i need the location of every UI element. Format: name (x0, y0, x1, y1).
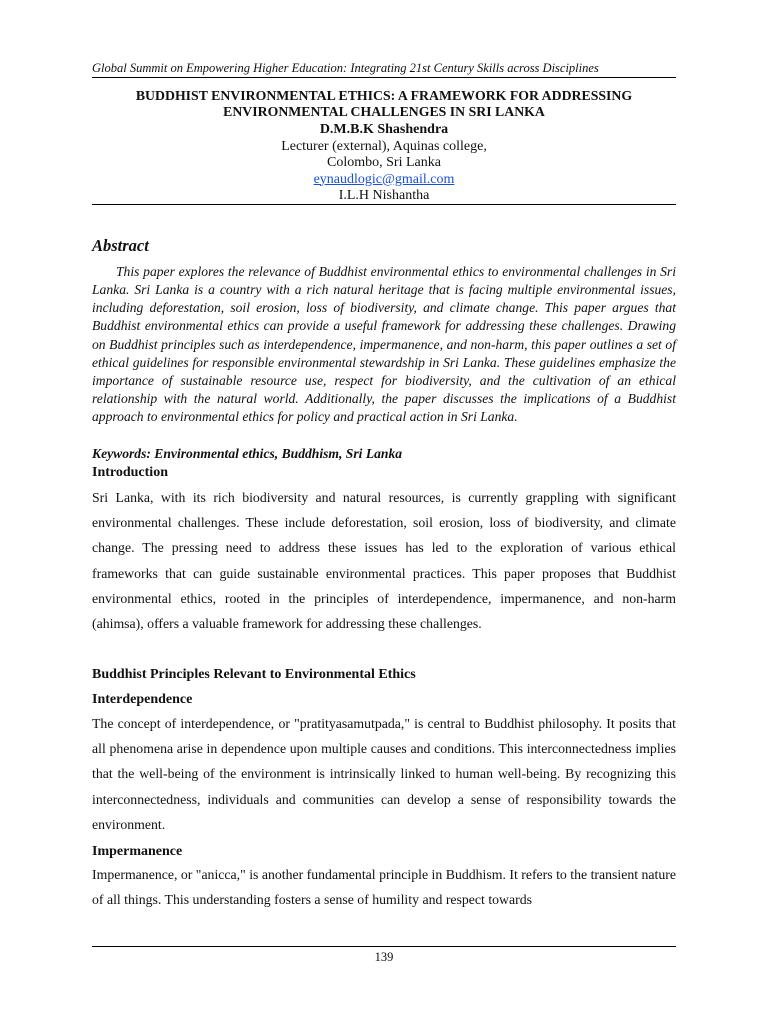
keywords-line: Keywords: Environmental ethics, Buddhism, Sri Lanka (92, 446, 403, 461)
introduction-heading: Introduction (92, 465, 168, 480)
footer-rule (92, 946, 676, 947)
running-head: Global Summit on Empowering Higher Education: Integrating 21st Century Skills across Disciplines (92, 61, 599, 75)
impermanence-heading: Impermanence (92, 844, 183, 859)
abstract-text: This paper explores the relevance of Buddhist environmental ethics to environmental challenges in Sri Lanka. Sri Lanka is a country with a rich natural heritage that is facing multiple environmental issues, including deforestation, soil erosion, loss of biodiversity, and climate change. This paper argues that Buddhist environmental ethics can provide a useful framework for addressing these challenges. Drawing on Buddhist principles such as interdependence, impermanence, and non-harm, this paper outlines a set of ethical guidelines for responsible environmental stewardship in Sri Lanka. These guidelines emphasize the importance of sustainable resource use, respect for biodiversity, and the cultivation of an ethical relationship with the natural world. Additionally, the paper discusses the implications of a Buddhist approach to environmental ethics for policy and practical action in Sri Lanka. (92, 264, 676, 425)
title-line-1: BUDDHIST ENVIRONMENTAL ETHICS: A FRAMEWORK FOR ADDRESSING (135, 88, 633, 103)
title-line-2: ENVIRONMENTAL CHALLENGES IN SRI LANKA (223, 103, 545, 119)
principles-heading: Buddhist Principles Relevant to Environmental Ethics (92, 667, 416, 682)
paper-page (92, 0, 676, 1024)
author-block (92, 122, 676, 205)
interdependence-heading: Interdependence (92, 692, 193, 707)
introduction-paragraph: Sri Lanka, with its rich biodiversity and natural resources, is currently grappling with significant environmental challenges. These include deforestation, soil erosion, loss of biodiversity, and climate change. The pressing need to address these issues has led to the exploration of various ethical frameworks that can guide sustainable environmental practices. This paper proposes that Buddhist environmental ethics, rooted in the principles of interdependence, impermanence, and non-harm (ahimsa), offers a valuable framework for addressing these challenges. (92, 490, 676, 632)
interdependence-paragraph: The concept of interdependence, or "pratityasamutpada," is central to Buddhist philosophy. It posits that all phenomena arise in dependence upon multiple causes and conditions. This interconnectedness implies that the well-being of the environment is intrinsically linked to human well-being. By recognizing this interconnectedness, individuals and communities can develop a sense of responsibility towards the environment. (92, 716, 676, 832)
paper-title (92, 88, 676, 119)
author-1-email-link[interactable]: eynaudlogic@gmail.com (313, 171, 455, 187)
abstract-heading: Abstract (92, 236, 149, 255)
author-1-affiliation-line-1: Lecturer (external), Aquinas college, (281, 138, 487, 154)
author-1-affiliation-line-2: Colombo, Sri Lanka (327, 155, 441, 170)
author-rule (92, 204, 676, 205)
author-2-name: I.L.H Nishantha (338, 188, 430, 203)
page-number: 139 (374, 950, 394, 964)
abstract-body (92, 263, 676, 426)
author-1-name: D.M.B.K Shashendra (319, 122, 449, 137)
header-rule (92, 77, 676, 78)
impermanence-paragraph: Impermanence, or "anicca," is another fundamental principle in Buddhism. It refers to the transient nature of all things. This understanding fosters a sense of humility and respect towards (92, 867, 677, 908)
